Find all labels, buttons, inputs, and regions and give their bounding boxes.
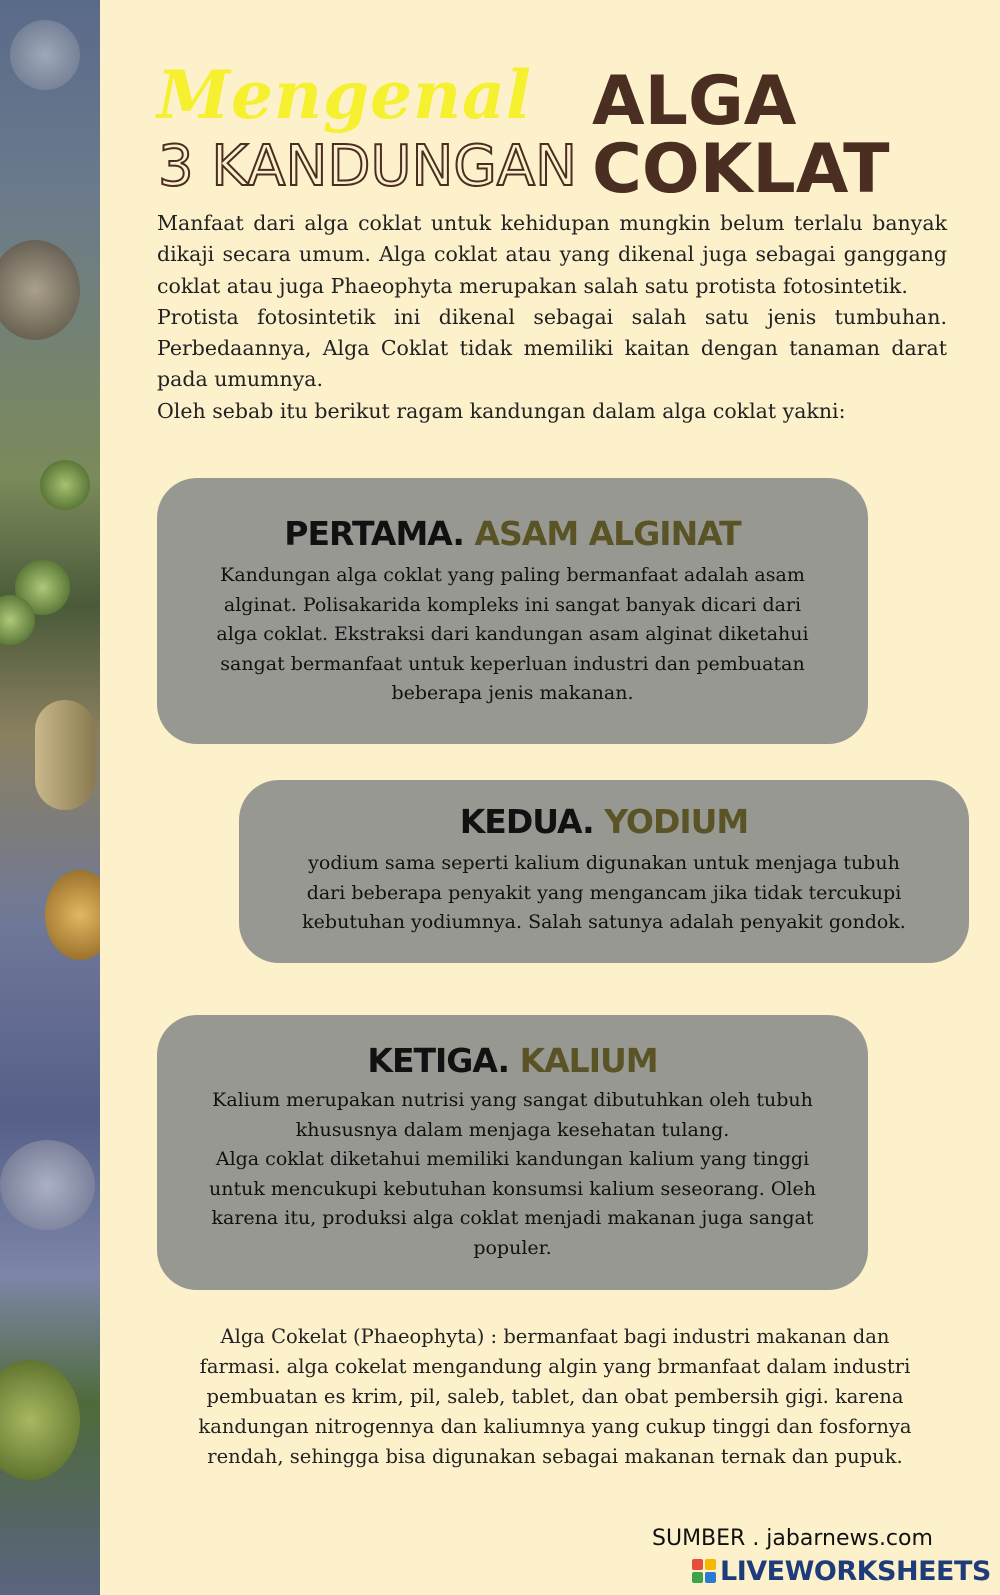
- section-line: beberapa jenis makanan.: [391, 682, 634, 704]
- liveworksheets-logo[interactable]: [692, 1552, 991, 1590]
- section-prefix: KEDUA.: [459, 802, 594, 841]
- section-line: Kalium merupakan nutrisi yang sangat dibutuhkan oleh tubuh: [212, 1089, 813, 1111]
- section-line: karena itu, produksi alga coklat menjadi makanan juga sangat: [211, 1207, 814, 1229]
- footer-line: rendah, sehingga bisa digunakan sebagai makanan ternak dan pupuk.: [207, 1445, 903, 1468]
- microscope-photo-strip: [0, 0, 100, 1595]
- section-name: KALIUM: [519, 1041, 658, 1080]
- section-heading: [239, 802, 969, 841]
- section-heading: [157, 1041, 868, 1080]
- section-card-kalium: [157, 1015, 868, 1290]
- section-line: Alga coklat diketahui memiliki kandungan kalium yang tinggi: [215, 1148, 810, 1170]
- section-line: sangat bermanfaat untuk keperluan industri dan pembuatan: [220, 652, 805, 675]
- footer-text: [160, 1322, 950, 1472]
- section-name: YODIUM: [604, 802, 749, 841]
- section-line: populer.: [473, 1236, 552, 1259]
- footer-line: farmasi. alga cokelat mengandung algin yang brmanfaat dalam industri: [199, 1355, 911, 1378]
- section-card-asam-alginat: [157, 478, 868, 744]
- footer-line: pembuatan es krim, pil, saleb, tablet, dan obat pembersih gigi. karena: [206, 1385, 904, 1408]
- section-line: kebutuhan yodiumnya. Salah satunya adalah penyakit gondok.: [302, 911, 906, 933]
- section-line: dari beberapa penyakit yang mengancam jika tidak tercukupi: [306, 881, 902, 904]
- section-line: khususnya dalam menjaga kesehatan tulang.: [295, 1118, 730, 1141]
- title-alga: ALGA: [592, 62, 797, 141]
- footer-line: kandungan nitrogennya dan kaliumnya yang cukup tinggi dan fosfornya: [198, 1415, 912, 1438]
- section-heading: [157, 514, 868, 553]
- liveworksheets-brand: LIVEWORKSHEETS: [720, 1555, 991, 1587]
- intro-paragraph: Protista fotosintetik ini dikenal sebagai salah satu jenis tumbuhan. Perbedaannya, Alga Coklat tidak memiliki kaitan dengan tanaman darat pada umumnya.: [157, 304, 947, 392]
- title-coklat: COKLAT: [592, 130, 890, 209]
- title-mengenal: Mengenal: [157, 56, 532, 134]
- section-prefix: PERTAMA.: [284, 514, 464, 553]
- intro-paragraph: Oleh sebab itu berikut ragam kandungan dalam alga coklat yakni:: [157, 398, 846, 423]
- section-line: alginat. Polisakarida kompleks ini sangat banyak dicari dari: [223, 593, 802, 616]
- section-line: Kandungan alga coklat yang paling bermanfaat adalah asam: [220, 564, 805, 586]
- intro-text: [157, 208, 947, 427]
- title-3-kandungan: 3 KANDUNGAN: [158, 134, 577, 199]
- section-prefix: KETIGA.: [367, 1041, 510, 1080]
- section-name: ASAM ALGINAT: [474, 514, 741, 553]
- footer-line: Alga Cokelat (Phaeophyta) : bermanfaat bagi industri makanan dan: [220, 1325, 890, 1348]
- section-line: alga coklat. Ekstraksi dari kandungan asam alginat diketahui: [216, 623, 809, 645]
- section-card-yodium: [239, 780, 969, 963]
- section-line: untuk mencukupi kebutuhan konsumsi kalium seseorang. Oleh: [209, 1177, 816, 1200]
- liveworksheets-icon: [692, 1559, 716, 1583]
- intro-paragraph: Manfaat dari alga coklat untuk kehidupan mungkin belum terlalu banyak dikaji secara umum. Alga coklat atau yang dikenal juga sebagai ganggang coklat atau juga Phaeophyta merupakan salah satu protista fotosintetik.: [157, 211, 947, 298]
- source-credit: SUMBER . jabarnews.com: [652, 1526, 933, 1551]
- section-line: yodium sama seperti kalium digunakan untuk menjaga tubuh: [308, 852, 900, 874]
